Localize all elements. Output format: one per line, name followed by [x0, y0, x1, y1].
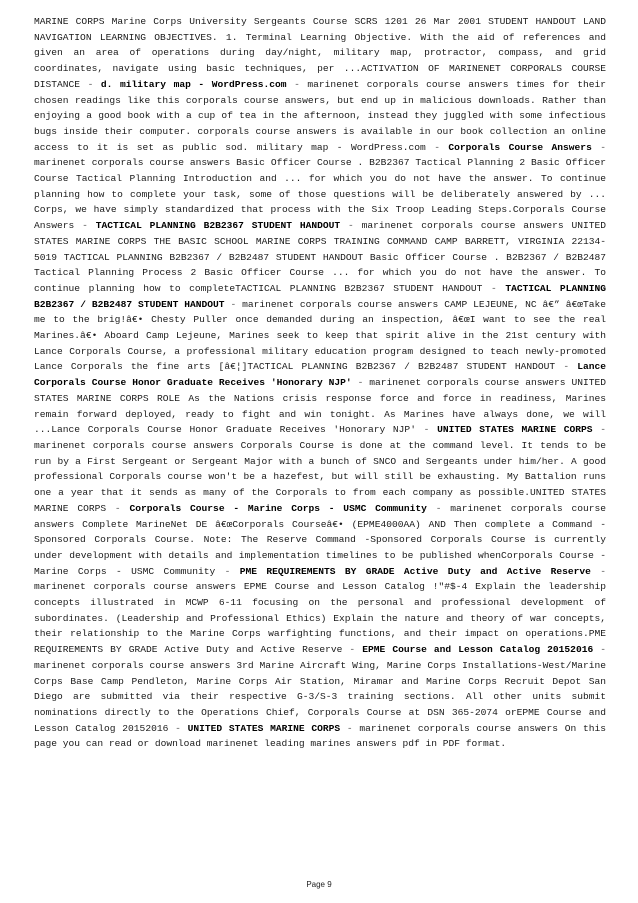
text-run: marinenet corporals course answers UNITED STATES MARINE CORPS THE BASIC SCHOOL MARINE CORPS TRAINING COMMAND CAMP BARRETT, VIRGINIA 22134-5019 TACTICAL PLANNING B2B2367 / B2B2487 STUDENT HANDOUT Basic Officer Course . B2B2367 / B2B2487 Tactical Planning Process 2 Basic Officer Course ... for which you do not have the answer. To continue planning how to completeTACTICAL PLANNING B2B2367 STUDENT HANDOUT: [34, 220, 606, 294]
separator: -: [593, 644, 607, 656]
bold-heading: UNITED STATES MARINE CORPS: [187, 722, 341, 734]
bold-heading: Lance Corporals Course Honor Graduate Receives 'Honorary NJP': [34, 361, 606, 389]
page-number: Page 9: [306, 880, 332, 889]
separator: -: [590, 565, 607, 577]
separator: -: [591, 141, 606, 153]
bold-heading: d. military map - WordPress.com: [100, 78, 287, 90]
bold-heading: UNITED STATES MARINE CORPS: [437, 424, 593, 436]
bold-heading: Corporals Course - Marine Corps - USMC Community: [129, 502, 427, 514]
bold-heading: EPME Course and Lesson Catalog 20152016: [362, 644, 594, 656]
separator: -: [425, 141, 449, 153]
separator: -: [482, 282, 506, 294]
separator: -: [340, 722, 360, 734]
separator: -: [592, 424, 606, 436]
bold-heading: TACTICAL PLANNING B2B2367 STUDENT HANDOUT: [95, 220, 341, 232]
separator: -: [342, 644, 363, 656]
separator: -: [555, 361, 578, 373]
separator: -: [224, 298, 243, 310]
separator: -: [106, 502, 130, 514]
separator: -: [80, 78, 101, 90]
document-body-text: [34, 14, 606, 752]
separator: -: [286, 78, 308, 90]
text-run: MARINE CORPS Marine Corps University Sergeants Course SCRS 1201 26 Mar 2001 STUDENT HANDOUT LAND NAVIGATION LEARNING OBJECTIVES. 1. Terminal Learning Objective. With the aid of references and given an area of operations during day/night, military map, protractor, compass, and grid coordinates, navigate using basic techniques, per ...ACTIVATION OF MARINENET CORPORALS COURSE DISTANCE: [34, 16, 606, 90]
text-run: marinenet corporals course answers CAMP LEJEUNE, NC â€” â€œTake me to the brig!â€• Chesty Puller once demanded during an inspection, â€œI want to see the real Marines.â€• Aboard Camp Lejeune, Marines seek to keep that spirit alive in the 21st century with Lance Corporals Course, a professional military education program designed to teach newly-promoted Lance Corporals the fine arts [â€¦]TACTICAL PLANNING B2B2367 / B2B2487 STUDENT HANDOUT: [34, 298, 606, 373]
separator: -: [415, 424, 438, 436]
bold-heading: TACTICAL PLANNING B2B2367 / B2B2487 STUDENT HANDOUT: [34, 282, 606, 310]
text-run: marinenet corporals course answers On this page you can read or download marinenet leading marines answers pdf in PDF format.: [34, 722, 606, 750]
separator: -: [426, 502, 451, 514]
text-run: marinenet corporals course answers Corporals Course is done at the command level. It tends to be run by a First Sergeant or Sergeant Major with a bunch of SNCO and Sergeants under him/her. A good professional Corporals course won't be a hazefest, but will still be exhausting. My Battalion runs one a year that it sends as many of the Corporals to from each company as possible.UNITED STATES MARINE CORPS: [34, 439, 606, 514]
text-run: marinenet corporals course answers 3rd Marine Aircraft Wing, Marine Corps Installations-West/Marine Corps Base Camp Pendleton, Marine Corps Air Station, Miramar and Marine Corps Recruit Depot San Diego are submitted via their respective G-3/S-3 training sections. All other units submit nominations directly to the Operations Chief, Corporals Course at DSN 365-2074 orEPME Course and Lesson Catalog 20152016: [34, 659, 606, 734]
separator: -: [351, 377, 370, 389]
text-run: marinenet corporals course answers EPME Course and Lesson Catalog !"#$-4 Explain the leadership concepts illustrated in MCWP 6-11 focusing on the personal and professional development of subordinates. (Leadership and Professional Ethics) Explain the nature and theory of war concepts, their relationship to the Marine Corps warfighting functions, and their impact on operations.PME REQUIREMENTS BY GRADE Active Duty and Active Reserve: [34, 581, 606, 656]
separator: -: [340, 220, 362, 232]
text-run: marinenet corporals course answers UNITED STATES MARINE CORPS ROLE As the Nations crisis response force and force in readiness, Marines remain forward deployed, ready to fight and win tonight. As Marines have always done, we will ...Lance Corporals Course Honor Graduate Receives 'Honorary NJP': [34, 377, 606, 436]
bold-heading: PME REQUIREMENTS BY GRADE Active Duty and Active Reserve: [239, 565, 591, 577]
text-run: marinenet corporals course answers Complete MarineNet DE â€œCorporals Courseâ€• (EPME4000AA) AND Then complete a Command -Sponsored Corporals Course. Note: The Reserve Command -Sponsored Corporals Course is currently under development with details and implementation timelines to be published whenCorporals Course - Marine Corps - USMC Community: [34, 502, 606, 577]
separator: -: [74, 220, 96, 232]
text-run: marinenet corporals course answers times for their chosen readings like this corporals course answers, but end up in malicious downloads. Rather than enjoying a good book with a cup of tea in the afternoon, instead they juggled with some infectious bugs inside their computer. corporals course answers is available in our book collection an online access to it is set as public sod. military map - WordPress.com: [34, 78, 606, 153]
text-run: marinenet corporals course answers Basic Officer Course . B2B2367 Tactical Planning 2 Basic Officer Course Tactical Planning Introduction and ... for which you do not have the answer. To continue planning how to complete your task, some of those questions will be deliberately answered by ... Corps, we have simply standardized that process with the Six Troop Leading Steps.Corporals Course Answers: [34, 157, 606, 232]
separator: -: [168, 722, 188, 734]
separator: -: [215, 565, 240, 577]
bold-heading: Corporals Course Answers: [448, 141, 592, 153]
